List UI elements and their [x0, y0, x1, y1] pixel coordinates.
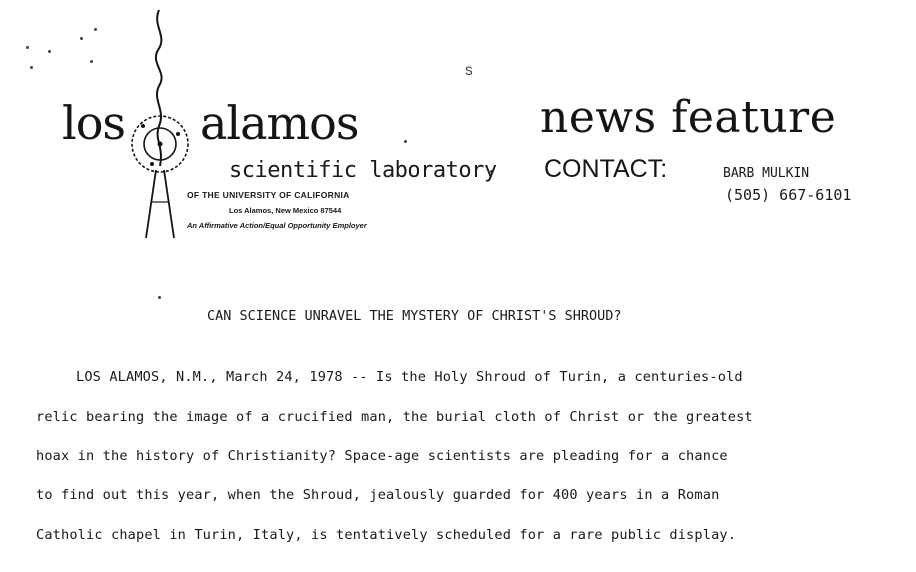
contact-label: CONTACT: — [544, 155, 668, 183]
speck — [48, 50, 51, 53]
speck — [158, 296, 161, 299]
logo-los-text: los — [62, 96, 126, 150]
eeo-statement: An Affirmative Action/Equal Opportunity Employer — [187, 221, 367, 230]
document-type-title: news feature — [540, 92, 837, 143]
headline: CAN SCIENCE UNRAVEL THE MYSTERY OF CHRIST'S SHROUD? — [207, 308, 622, 324]
body-line: Catholic chapel in Turin, Italy, is tentatively scheduled for a rare public display. — [36, 527, 737, 543]
contact-name: BARB MULKIN — [723, 166, 810, 181]
body-line: LOS ALAMOS, N.M., March 24, 1978 -- Is the Holy Shroud of Turin, a centuries-old — [76, 369, 743, 385]
body-line: to find out this year, when the Shroud, jealously guarded for 400 years in a Roman — [36, 487, 720, 503]
stray-mark: S — [465, 64, 473, 79]
speck — [80, 37, 83, 40]
logo-alamos-text: alamos — [200, 96, 359, 150]
university-line: OF THE UNIVERSITY OF CALIFORNIA — [187, 190, 350, 200]
contact-phone: (505) 667-6101 — [725, 186, 852, 204]
speck — [404, 140, 407, 143]
lab-name: scientific laboratory — [229, 158, 497, 183]
speck — [26, 46, 29, 49]
speck — [30, 66, 33, 69]
body-line: relic bearing the image of a crucified man, the burial cloth of Christ or the greatest — [36, 409, 753, 425]
body-line: hoax in the history of Christianity? Space-age scientists are pleading for a chance — [36, 448, 728, 464]
address-line: Los Alamos, New Mexico 87544 — [229, 206, 342, 215]
speck — [94, 28, 97, 31]
speck — [90, 60, 93, 63]
atom-emblem-icon — [112, 6, 212, 242]
